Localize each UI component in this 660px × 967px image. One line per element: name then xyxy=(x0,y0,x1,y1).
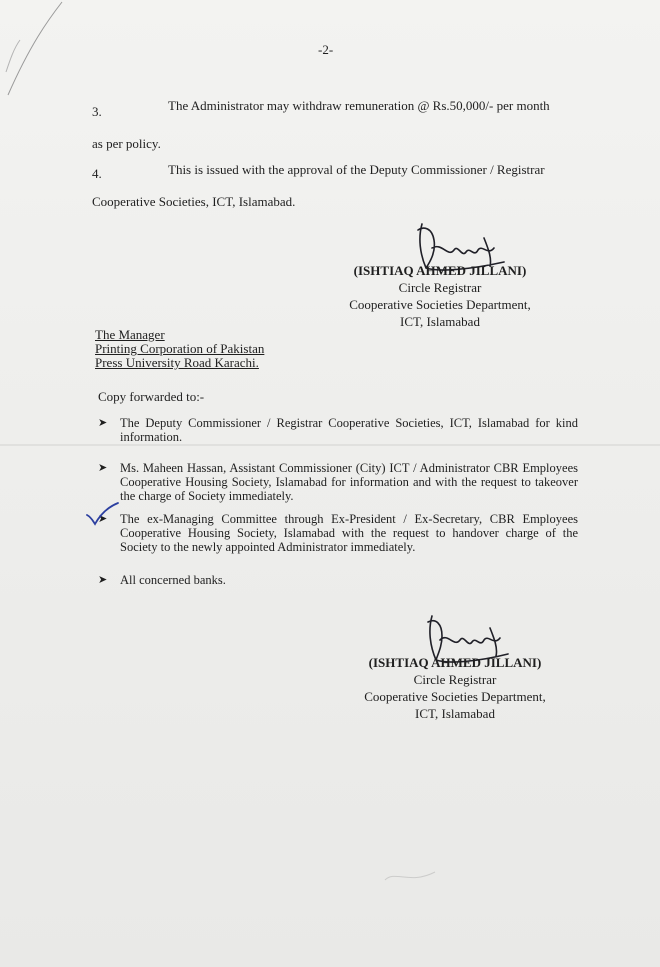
paragraph-4-line-2: Cooperative Societies, ICT, Islamabad. xyxy=(92,194,296,209)
signatory-department: Cooperative Societies Department, xyxy=(364,689,546,704)
copy-list-item xyxy=(98,512,578,554)
paper-fold-line xyxy=(0,444,660,446)
signatory-designation: Circle Registrar xyxy=(413,672,497,687)
copy-list-item xyxy=(98,573,578,587)
addressee-block xyxy=(95,328,264,370)
signature-block-top xyxy=(340,262,540,330)
paragraph-4-line-1: This is issued with the approval of the Deputy Commissioner / Registrar xyxy=(168,162,545,177)
signatory-name: (ISHTIAQ AHMED JILLANI) xyxy=(368,655,542,670)
paragraph-4-number: 4. xyxy=(92,166,102,181)
arrow-bullet-icon: ➤ xyxy=(98,417,108,429)
checkmark-icon xyxy=(84,501,120,527)
copy-forwarded-heading: Copy forwarded to:- xyxy=(98,389,205,404)
page-number: -2- xyxy=(318,42,334,57)
copy-list-item xyxy=(98,416,578,444)
signatory-designation: Circle Registrar xyxy=(398,280,482,295)
signature-block-bottom xyxy=(355,654,555,722)
paragraph-3-line-2: as per policy. xyxy=(92,136,161,151)
signatory-department: Cooperative Societies Department, xyxy=(349,297,531,312)
copy-recipient-2: Ms. Maheen Hassan, Assistant Commissioner (City) ICT / Administrator CBR Employees Cooperative Housing Society, Islamabad for information and with the request to takeover the charge of Society immediately. xyxy=(120,461,578,503)
arrow-bullet-icon: ➤ xyxy=(98,462,108,474)
paragraph-3-number: 3. xyxy=(92,104,102,119)
copy-list-item xyxy=(98,461,578,503)
signatory-location: ICT, Islamabad xyxy=(415,706,495,721)
arrow-bullet-icon: ➤ xyxy=(98,574,108,586)
copy-recipient-4: All concerned banks. xyxy=(120,573,226,587)
paragraph-3-line-1: The Administrator may withdraw remuneration @ Rs.50,000/- per month xyxy=(168,98,550,113)
addressee-line-3: Press University Road Karachi. xyxy=(95,355,259,370)
addressee-line-1: The Manager xyxy=(95,327,165,342)
signatory-name: (ISHTIAQ AHMED JILLANI) xyxy=(353,263,527,278)
copy-recipient-3: The ex-Managing Committee through Ex-President / Ex-Secretary, CBR Employees Cooperative Housing Society, Islamabad with the request to handover charge of the Society to the newly appointed Administrator immediately. xyxy=(120,512,578,554)
scan-smudge xyxy=(380,860,440,890)
corner-pen-mark xyxy=(0,0,70,100)
arrow-bullet-icon: ➤ xyxy=(98,513,108,525)
copy-recipient-1: The Deputy Commissioner / Registrar Cooperative Societies, ICT, Islamabad for kind information. xyxy=(120,416,578,444)
signatory-location: ICT, Islamabad xyxy=(400,314,480,329)
addressee-line-2: Printing Corporation of Pakistan xyxy=(95,341,265,356)
